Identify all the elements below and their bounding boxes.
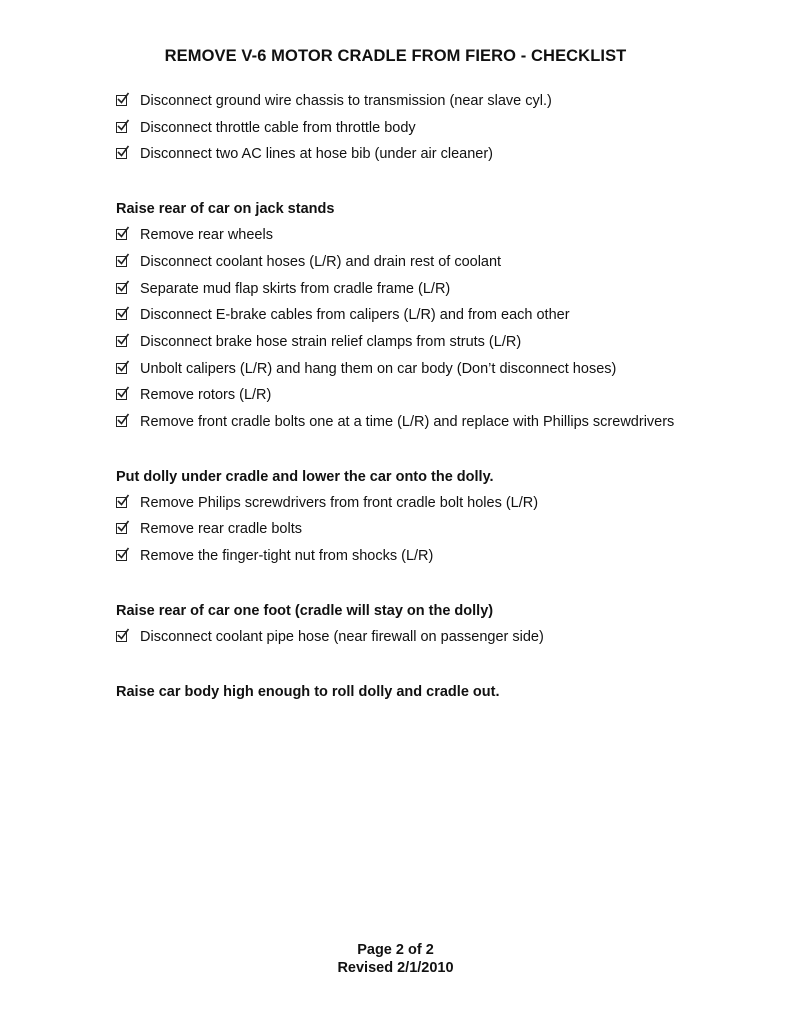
section-heading: Put dolly under cradle and lower the car onto the dolly. — [116, 468, 494, 485]
checked-checkbox-icon — [116, 309, 127, 320]
checked-checkbox-icon — [116, 363, 127, 374]
section-heading: Raise rear of car one foot (cradle will stay on the dolly) — [116, 602, 494, 619]
checklist-item — [116, 88, 716, 115]
checklist-item — [116, 409, 716, 436]
checklist-item — [116, 222, 716, 249]
checklist-item-text: Disconnect ground wire chassis to transmission (near slave cyl.) — [140, 93, 552, 109]
checklist-item-text: Disconnect coolant pipe hose (near firewall on passenger side) — [140, 628, 544, 645]
checklist-section — [116, 196, 716, 436]
checked-checkbox-icon — [116, 497, 127, 508]
checklist-item-text: Disconnect brake hose strain relief clamps from struts (L/R) — [140, 333, 522, 350]
revision-date: Revised 2/1/2010 — [337, 960, 454, 976]
checklist-item-text: Unbolt calipers (L/R) and hang them on car body (Don’t disconnect hoses) — [140, 360, 617, 377]
checklist-item-text: Separate mud flap skirts from cradle frame (L/R) — [140, 280, 451, 297]
checklist-item — [116, 490, 716, 517]
checklist-item-text: Disconnect throttle cable from throttle body — [140, 119, 416, 136]
checked-checkbox-icon — [116, 148, 127, 159]
checked-checkbox-icon — [116, 523, 127, 534]
checked-checkbox-icon — [116, 389, 127, 400]
checked-checkbox-icon — [116, 229, 127, 240]
checklist-item — [116, 329, 716, 356]
section-heading: Raise rear of car on jack stands — [116, 201, 335, 218]
checked-checkbox-icon — [116, 256, 127, 267]
checked-checkbox-icon — [116, 336, 127, 347]
checklist-item-text: Remove rotors (L/R) — [140, 387, 272, 404]
checked-checkbox-icon — [116, 95, 127, 106]
checklist-item-text: Remove rear wheels — [140, 227, 273, 244]
checklist-section — [116, 679, 716, 705]
checklist-item — [116, 276, 716, 303]
checked-checkbox-icon — [116, 283, 127, 294]
checklist-item — [116, 624, 716, 651]
checked-checkbox-icon — [116, 416, 127, 427]
page-title: REMOVE V-6 MOTOR CRADLE FROM FIERO - CHECKLIST — [164, 47, 627, 65]
checklist-item-text: Disconnect coolant hoses (L/R) and drain rest of coolant — [140, 253, 502, 270]
checklist-item-text: Remove rear cradle bolts — [140, 521, 302, 538]
checklist-item — [116, 141, 716, 168]
page-footer — [0, 941, 791, 977]
checklist-item — [116, 249, 716, 276]
checklist-item — [116, 543, 716, 570]
checklist-item — [116, 115, 716, 142]
checklist-item-text: Remove the finger-tight nut from shocks (L/R) — [140, 548, 434, 565]
checklist-item — [116, 302, 716, 329]
checklist-item-text: Remove Philips screwdrivers from front cradle bolt holes (L/R) — [140, 494, 539, 511]
section-heading: Raise car body high enough to roll dolly and cradle out. — [116, 683, 500, 700]
page-number: Page 2 of 2 — [357, 942, 434, 958]
checklist-section — [116, 464, 716, 570]
checklist-item — [116, 356, 716, 383]
checked-checkbox-icon — [116, 122, 127, 133]
checklist-item-text: Disconnect E-brake cables from calipers (L/R) and from each other — [140, 307, 570, 324]
checked-checkbox-icon — [116, 631, 127, 642]
checklist-item-text: Remove front cradle bolts one at a time (L/R) and replace with Phillips screwdrivers — [140, 414, 675, 431]
checklist — [116, 88, 716, 705]
checklist-section — [116, 598, 716, 651]
checklist-item — [116, 516, 716, 543]
checklist-item — [116, 382, 716, 409]
checklist-item-text: Disconnect two AC lines at hose bib (under air cleaner) — [140, 146, 494, 163]
checked-checkbox-icon — [116, 550, 127, 561]
checklist-section — [116, 88, 716, 168]
